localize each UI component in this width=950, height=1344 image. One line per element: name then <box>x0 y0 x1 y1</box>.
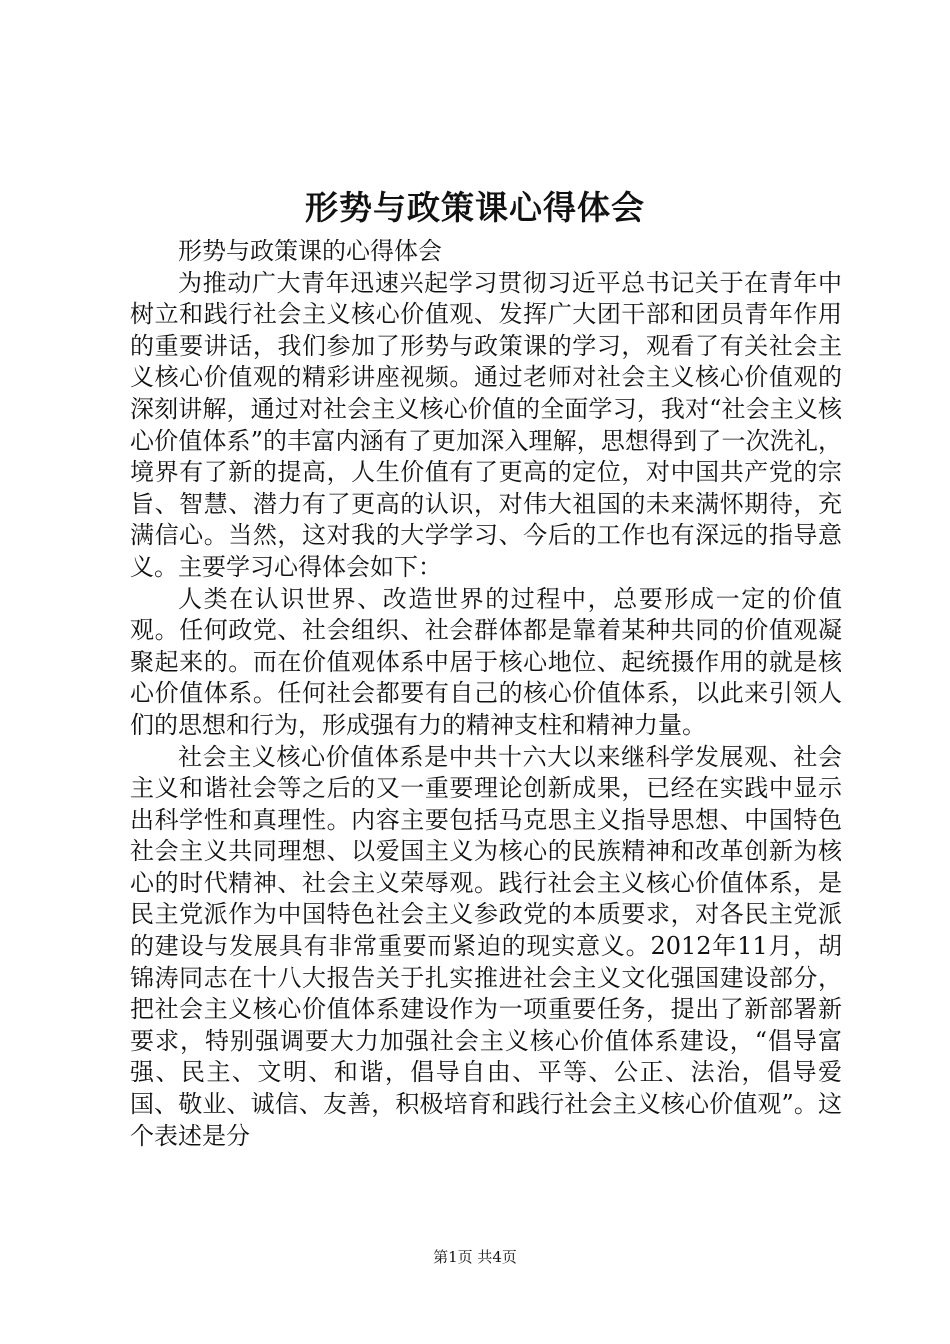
paragraph: 人类在认识世界、改造世界的过程中，总要形成一定的价值观。任何政党、社会组织、社会群体都是靠着某种共同的价值观凝聚起来的。而在价值观体系中居于核心地位、起统摄作用的就是核心价值体系。任何社会都要有自己的核心价值体系，以此来引领人们的思想和行为，形成强有力的精神支柱和精神力量。 <box>130 584 842 739</box>
paragraph: 为推动广大青年迅速兴起学习贯彻习近平总书记关于在青年中树立和践行社会主义核心价值观、发挥广大团干部和团员青年作用的重要讲话，我们参加了形势与政策课的学习，观看了有关社会主义核心价值观的精彩讲座视频。通过老师对社会主义核心价值观的深刻讲解，通过对社会主义核心价值的全面学习，我对“社会主义核心价值体系”的丰富内涵有了更加深入理解，思想得到了一次洗礼，境界有了新的提高，人生价值有了更高的定位，对中国共产党的宗旨、智慧、潜力有了更高的认识，对伟大祖国的未来满怀期待，充满信心。当然，这对我的大学学习、今后的工作也有深远的指导意义。主要学习心得体会如下： <box>130 268 842 581</box>
document-body <box>130 236 842 1152</box>
page-footer: 第1页 共4页 <box>433 1248 517 1266</box>
paragraph: 社会主义核心价值体系是中共十六大以来继科学发展观、社会主义和谐社会等之后的又一重要理论创新成果，已经在实践中显示出科学性和真理性。内容主要包括马克思主义指导思想、中国特色社会主义共同理想、以爱国主义为核心的民族精神和改革创新为核心的时代精神、社会主义荣辱观。践行社会主义核心价值体系，是民主党派作为中国特色社会主义参政党的本质要求，对各民主党派的建设与发展具有非常重要而紧迫的现实意义。2012年11月，胡锦涛同志在十八大报告关于扎实推进社会主义文化强国建设部分，把社会主义核心价值体系建设作为一项重要任务，提出了新部署新要求，特别强调要大力加强社会主义核心价值体系建设，“倡导富强、民主、文明、和谐，倡导自由、平等、公正、法治，倡导爱国、敬业、诚信、友善，积极培育和践行社会主义核心价值观”。这个表述是分 <box>130 742 842 1150</box>
paragraph-subtitle: 形势与政策课的心得体会 <box>178 237 442 265</box>
document-title: 形势与政策课心得体会 <box>305 188 645 227</box>
